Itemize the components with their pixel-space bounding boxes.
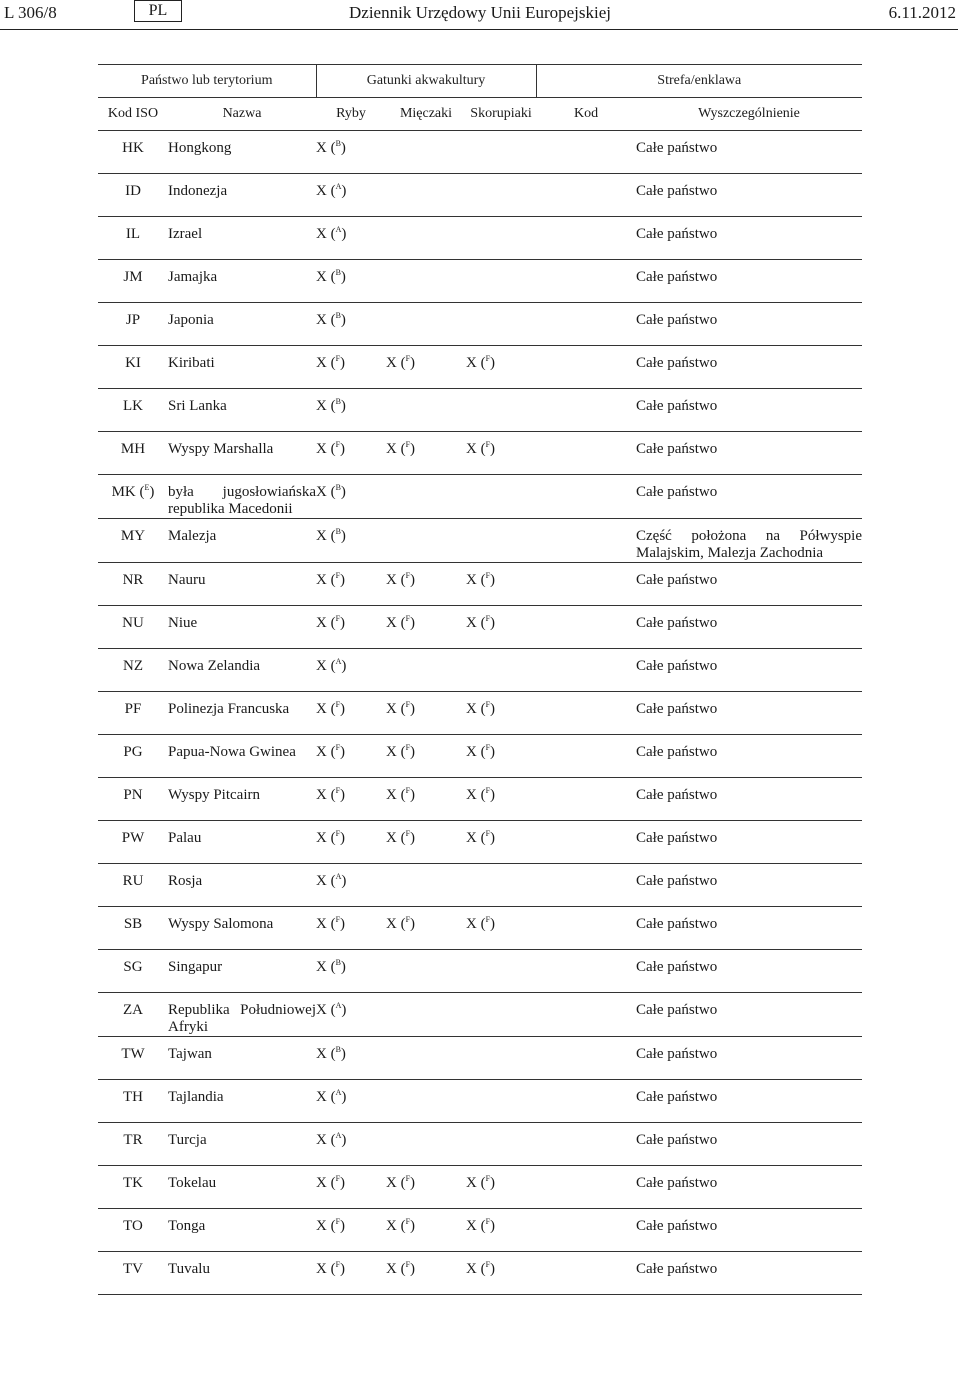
table-row [98,735,862,778]
zone-code-cell [536,1252,636,1295]
zone-code-cell [536,864,636,907]
footnote-ref: F [405,829,411,838]
crustaceans-cell: X ($^F$) [466,907,536,950]
molluscs-cell: X ($^F$) [386,1166,466,1209]
molluscs-cell: X ($^F$) [386,735,466,778]
country-name-cell: Nowa Zelandia [168,649,316,692]
footnote-ref: F [335,786,341,795]
crustaceans-cell: X ($^F$) [466,563,536,606]
country-name-cell: Republika Południowej Afryki [168,993,316,1037]
zone-code-cell [536,692,636,735]
footnote-ref: F [485,1260,491,1269]
crustaceans-cell: X ($^F$) [466,735,536,778]
crustaceans-cell [466,519,536,563]
group-header-row [98,65,862,98]
footnote-ref: F [335,915,341,924]
fish-cell: X ($^F$) [316,432,386,475]
fish-cell: X ($^A$) [316,1080,386,1123]
table-row [98,432,862,475]
footnote-ref: F [485,1217,491,1226]
footnote-ref: F [485,354,491,363]
zone-code-cell [536,907,636,950]
country-name-cell: Papua-Nowa Gwinea [168,735,316,778]
footnote-ref: A [335,872,342,881]
iso-code-cell: TK [98,1166,168,1209]
footnote-ref: B [335,958,341,967]
crustaceans-cell: X ($^F$) [466,346,536,389]
fish-cell: X ($^B$) [316,1037,386,1080]
table-row [98,1080,862,1123]
table-row [98,1037,862,1080]
molluscs-cell: X ($^F$) [386,821,466,864]
group-header-zone: Strefa/enklawa [536,65,862,98]
footnote-ref: A [335,1001,342,1010]
zone-description-cell: Całe państwo [636,1123,862,1166]
zone-description-cell: Całe państwo [636,649,862,692]
table-row [98,1166,862,1209]
fish-cell: X ($^F$) [316,692,386,735]
footnote-ref: F [485,743,491,752]
country-name-cell: Wyspy Marshalla [168,432,316,475]
footnote-ref: B [335,268,341,277]
molluscs-cell [386,519,466,563]
fish-cell: X ($^A$) [316,174,386,217]
molluscs-cell [386,217,466,260]
crustaceans-cell: X ($^F$) [466,432,536,475]
zone-description-cell: Całe państwo [636,389,862,432]
fish-cell: X ($^A$) [316,1123,386,1166]
footnote-ref: F [335,1174,341,1183]
col-header-molluscs: Mięczaki [386,98,466,131]
country-name-cell: Malezja [168,519,316,563]
country-name-cell: Jamajka [168,260,316,303]
footnote-ref: F [485,1174,491,1183]
zone-description-cell: Całe państwo [636,821,862,864]
crustaceans-cell [466,864,536,907]
zone-description-cell: Całe państwo [636,1252,862,1295]
zone-code-cell [536,649,636,692]
footnote-ref: F [335,614,341,623]
fish-cell: X ($^F$) [316,563,386,606]
molluscs-cell: X ($^F$) [386,1209,466,1252]
fish-cell: X ($^F$) [316,907,386,950]
molluscs-cell [386,389,466,432]
molluscs-cell [386,174,466,217]
footnote-ref: F [335,354,341,363]
footnote-ref: F [335,1217,341,1226]
col-header-iso: Kod ISO [98,98,168,131]
zone-code-cell [536,475,636,519]
table-row [98,864,862,907]
zone-code-cell [536,217,636,260]
zone-code-cell [536,1209,636,1252]
zone-description-cell: Całe państwo [636,432,862,475]
footnote-ref: A [335,1088,342,1097]
footnote-ref: F [405,614,411,623]
footnote-ref: F [485,700,491,709]
zone-code-cell [536,993,636,1037]
zone-description-cell: Całe państwo [636,475,862,519]
zone-description-cell: Całe państwo [636,174,862,217]
iso-code-cell: JP [98,303,168,346]
zone-code-cell [536,821,636,864]
country-name-cell: Palau [168,821,316,864]
col-header-crustaceans: Skorupiaki [466,98,536,131]
country-name-cell: Polinezja Francuska [168,692,316,735]
crustaceans-cell: X ($^F$) [466,1252,536,1295]
page-header [0,0,960,26]
zone-description-cell: Część położona na Półwyspie Malajskim, Malezja Zachodnia [636,519,862,563]
crustaceans-cell: X ($^F$) [466,821,536,864]
iso-code-cell: MH [98,432,168,475]
zone-code-cell [536,260,636,303]
aquaculture-table [98,64,862,1295]
iso-code-cell: PW [98,821,168,864]
zone-code-cell [536,1123,636,1166]
zone-description-cell: Całe państwo [636,563,862,606]
iso-code-cell: NZ [98,649,168,692]
fish-cell: X ($^F$) [316,1209,386,1252]
iso-code-cell: IL [98,217,168,260]
molluscs-cell: X ($^F$) [386,432,466,475]
footnote-ref: B [335,527,341,536]
fish-cell: X ($^F$) [316,1166,386,1209]
iso-code-cell: PG [98,735,168,778]
molluscs-cell [386,475,466,519]
page-reference: L 306/8 [4,3,57,22]
zone-description-cell: Całe państwo [636,1037,862,1080]
zone-code-cell [536,303,636,346]
molluscs-cell [386,993,466,1037]
molluscs-cell: X ($^F$) [386,778,466,821]
table-row [98,174,862,217]
fish-cell: X ($^F$) [316,735,386,778]
footnote-ref: A [335,182,342,191]
country-name-cell: Tajwan [168,1037,316,1080]
molluscs-cell [386,1080,466,1123]
country-name-cell: Tonga [168,1209,316,1252]
footnote-ref: E [144,483,150,492]
header-divider [0,29,958,30]
zone-description-cell: Całe państwo [636,1080,862,1123]
footnote-ref: F [405,1260,411,1269]
crustaceans-cell [466,475,536,519]
table-row [98,217,862,260]
footnote-ref: F [335,700,341,709]
footnote-ref: F [405,1217,411,1226]
country-name-cell: Indonezja [168,174,316,217]
crustaceans-cell: X ($^F$) [466,692,536,735]
country-name-cell: Izrael [168,217,316,260]
fish-cell: X ($^B$) [316,303,386,346]
footnote-ref: F [485,440,491,449]
molluscs-cell: X ($^F$) [386,606,466,649]
iso-code-cell: SG [98,950,168,993]
crustaceans-cell [466,649,536,692]
zone-code-cell [536,432,636,475]
fish-cell: X ($^F$) [316,1252,386,1295]
iso-code-cell: ZA [98,993,168,1037]
footnote-ref: F [335,440,341,449]
zone-code-cell [536,735,636,778]
fish-cell: X ($^A$) [316,217,386,260]
country-name-cell: Rosja [168,864,316,907]
zone-code-cell [536,950,636,993]
footnote-ref: B [335,483,341,492]
molluscs-cell [386,131,466,174]
iso-code-cell: RU [98,864,168,907]
footnote-ref: A [335,1131,342,1140]
col-header-code: Kod [536,98,636,131]
crustaceans-cell [466,993,536,1037]
zone-code-cell [536,1080,636,1123]
molluscs-cell [386,864,466,907]
table-row [98,950,862,993]
zone-description-cell: Całe państwo [636,907,862,950]
iso-code-cell: KI [98,346,168,389]
journal-title: Dziennik Urzędowy Unii Europejskiej [349,3,612,22]
zone-description-cell: Całe państwo [636,217,862,260]
zone-description-cell: Całe państwo [636,131,862,174]
footnote-ref: F [405,700,411,709]
zone-description-cell: Całe państwo [636,303,862,346]
table-row [98,1123,862,1166]
country-name-cell: Hongkong [168,131,316,174]
iso-code-cell: PN [98,778,168,821]
footnote-ref: A [335,225,342,234]
iso-code-cell: MK ($^E$) [98,475,168,519]
col-header-description: Wyszczególnienie [636,98,862,131]
zone-description-cell: Całe państwo [636,778,862,821]
footnote-ref: B [335,311,341,320]
crustaceans-cell: X ($^F$) [466,778,536,821]
crustaceans-cell: X ($^F$) [466,1209,536,1252]
table-row [98,993,862,1037]
footnote-ref: F [405,354,411,363]
molluscs-cell: X ($^F$) [386,563,466,606]
table-row [98,131,862,174]
zone-description-cell: Całe państwo [636,864,862,907]
zone-description-cell: Całe państwo [636,950,862,993]
table-row [98,821,862,864]
footnote-ref: F [335,571,341,580]
footnote-ref: F [335,1260,341,1269]
iso-code-cell: TV [98,1252,168,1295]
zone-description-cell: Całe państwo [636,1209,862,1252]
footnote-ref: F [405,743,411,752]
table-row [98,563,862,606]
footnote-ref: F [405,440,411,449]
fish-cell: X ($^B$) [316,475,386,519]
iso-code-cell: TW [98,1037,168,1080]
molluscs-cell [386,303,466,346]
iso-code-cell: PF [98,692,168,735]
fish-cell: X ($^F$) [316,346,386,389]
molluscs-cell [386,1037,466,1080]
fish-cell: X ($^A$) [316,993,386,1037]
zone-code-cell [536,1037,636,1080]
footnote-ref: B [335,1045,341,1054]
footnote-ref: F [335,743,341,752]
footnote-ref: B [335,139,341,148]
table-row [98,1252,862,1295]
crustaceans-cell: X ($^F$) [466,1166,536,1209]
col-header-fish: Ryby [316,98,386,131]
molluscs-cell: X ($^F$) [386,1252,466,1295]
molluscs-cell [386,649,466,692]
fish-cell: X ($^F$) [316,821,386,864]
crustaceans-cell [466,389,536,432]
country-name-cell: Turcja [168,1123,316,1166]
table-row [98,475,862,519]
table-row [98,519,862,563]
table-row [98,389,862,432]
crustaceans-cell [466,174,536,217]
iso-code-cell: HK [98,131,168,174]
zone-description-cell: Całe państwo [636,606,862,649]
country-name-cell: Wyspy Salomona [168,907,316,950]
crustaceans-cell [466,1123,536,1166]
zone-code-cell [536,519,636,563]
country-name-cell: Tajlandia [168,1080,316,1123]
zone-code-cell [536,778,636,821]
language-box: PL [134,0,182,22]
zone-description-cell: Całe państwo [636,1166,862,1209]
molluscs-cell [386,1123,466,1166]
table-row [98,1209,862,1252]
footnote-ref: F [335,829,341,838]
table-body [98,131,862,1295]
fish-cell: X ($^B$) [316,950,386,993]
iso-code-cell: LK [98,389,168,432]
footnote-ref: F [485,614,491,623]
table-row [98,260,862,303]
crustaceans-cell [466,303,536,346]
fish-cell: X ($^B$) [316,519,386,563]
zone-code-cell [536,174,636,217]
fish-cell: X ($^A$) [316,864,386,907]
iso-code-cell: MY [98,519,168,563]
molluscs-cell: X ($^F$) [386,692,466,735]
zone-description-cell: Całe państwo [636,993,862,1037]
footnote-ref: F [485,829,491,838]
zone-code-cell [536,1166,636,1209]
fish-cell: X ($^F$) [316,606,386,649]
footnote-ref: B [335,397,341,406]
iso-code-cell: TO [98,1209,168,1252]
zone-description-cell: Całe państwo [636,692,862,735]
fish-cell: X ($^F$) [316,778,386,821]
molluscs-cell: X ($^F$) [386,346,466,389]
country-name-cell: Tuvalu [168,1252,316,1295]
crustaceans-cell [466,131,536,174]
crustaceans-cell: X ($^F$) [466,606,536,649]
iso-code-cell: JM [98,260,168,303]
zone-code-cell [536,606,636,649]
iso-code-cell: TR [98,1123,168,1166]
molluscs-cell: X ($^F$) [386,907,466,950]
publication-date: 6.11.2012 [888,3,956,22]
footnote-ref: F [405,571,411,580]
country-name-cell: Singapur [168,950,316,993]
table-row [98,346,862,389]
table-row [98,649,862,692]
country-name-cell: była jugosłowiańska republika Macedonii [168,475,316,519]
fish-cell: X ($^A$) [316,649,386,692]
crustaceans-cell [466,217,536,260]
footnote-ref: F [405,786,411,795]
molluscs-cell [386,950,466,993]
fish-cell: X ($^B$) [316,131,386,174]
zone-description-cell: Całe państwo [636,735,862,778]
crustaceans-cell [466,1037,536,1080]
zone-code-cell [536,131,636,174]
zone-code-cell [536,346,636,389]
country-name-cell: Tokelau [168,1166,316,1209]
footnote-ref: F [405,1174,411,1183]
iso-code-cell: TH [98,1080,168,1123]
zone-description-cell: Całe państwo [636,260,862,303]
iso-code-cell: NR [98,563,168,606]
fish-cell: X ($^B$) [316,389,386,432]
footnote-ref: F [485,915,491,924]
molluscs-cell [386,260,466,303]
country-name-cell: Niue [168,606,316,649]
fish-cell: X ($^B$) [316,260,386,303]
country-name-cell: Japonia [168,303,316,346]
table-row [98,303,862,346]
table-row [98,778,862,821]
zone-description-cell: Całe państwo [636,346,862,389]
footnote-ref: F [485,571,491,580]
iso-code-cell: NU [98,606,168,649]
footnote-ref: A [335,657,342,666]
footnote-ref: F [485,786,491,795]
country-name-cell: Sri Lanka [168,389,316,432]
table-row [98,606,862,649]
table-row [98,692,862,735]
zone-code-cell [536,389,636,432]
column-header-row [98,98,862,131]
country-name-cell: Wyspy Pitcairn [168,778,316,821]
crustaceans-cell [466,1080,536,1123]
group-header-country: Państwo lub terytorium [98,65,316,98]
country-name-cell: Kiribati [168,346,316,389]
iso-code-cell: ID [98,174,168,217]
crustaceans-cell [466,260,536,303]
table-row [98,907,862,950]
iso-code-cell: SB [98,907,168,950]
col-header-name: Nazwa [168,98,316,131]
zone-code-cell [536,563,636,606]
group-header-species: Gatunki akwakultury [316,65,536,98]
crustaceans-cell [466,950,536,993]
country-name-cell: Nauru [168,563,316,606]
footnote-ref: F [405,915,411,924]
